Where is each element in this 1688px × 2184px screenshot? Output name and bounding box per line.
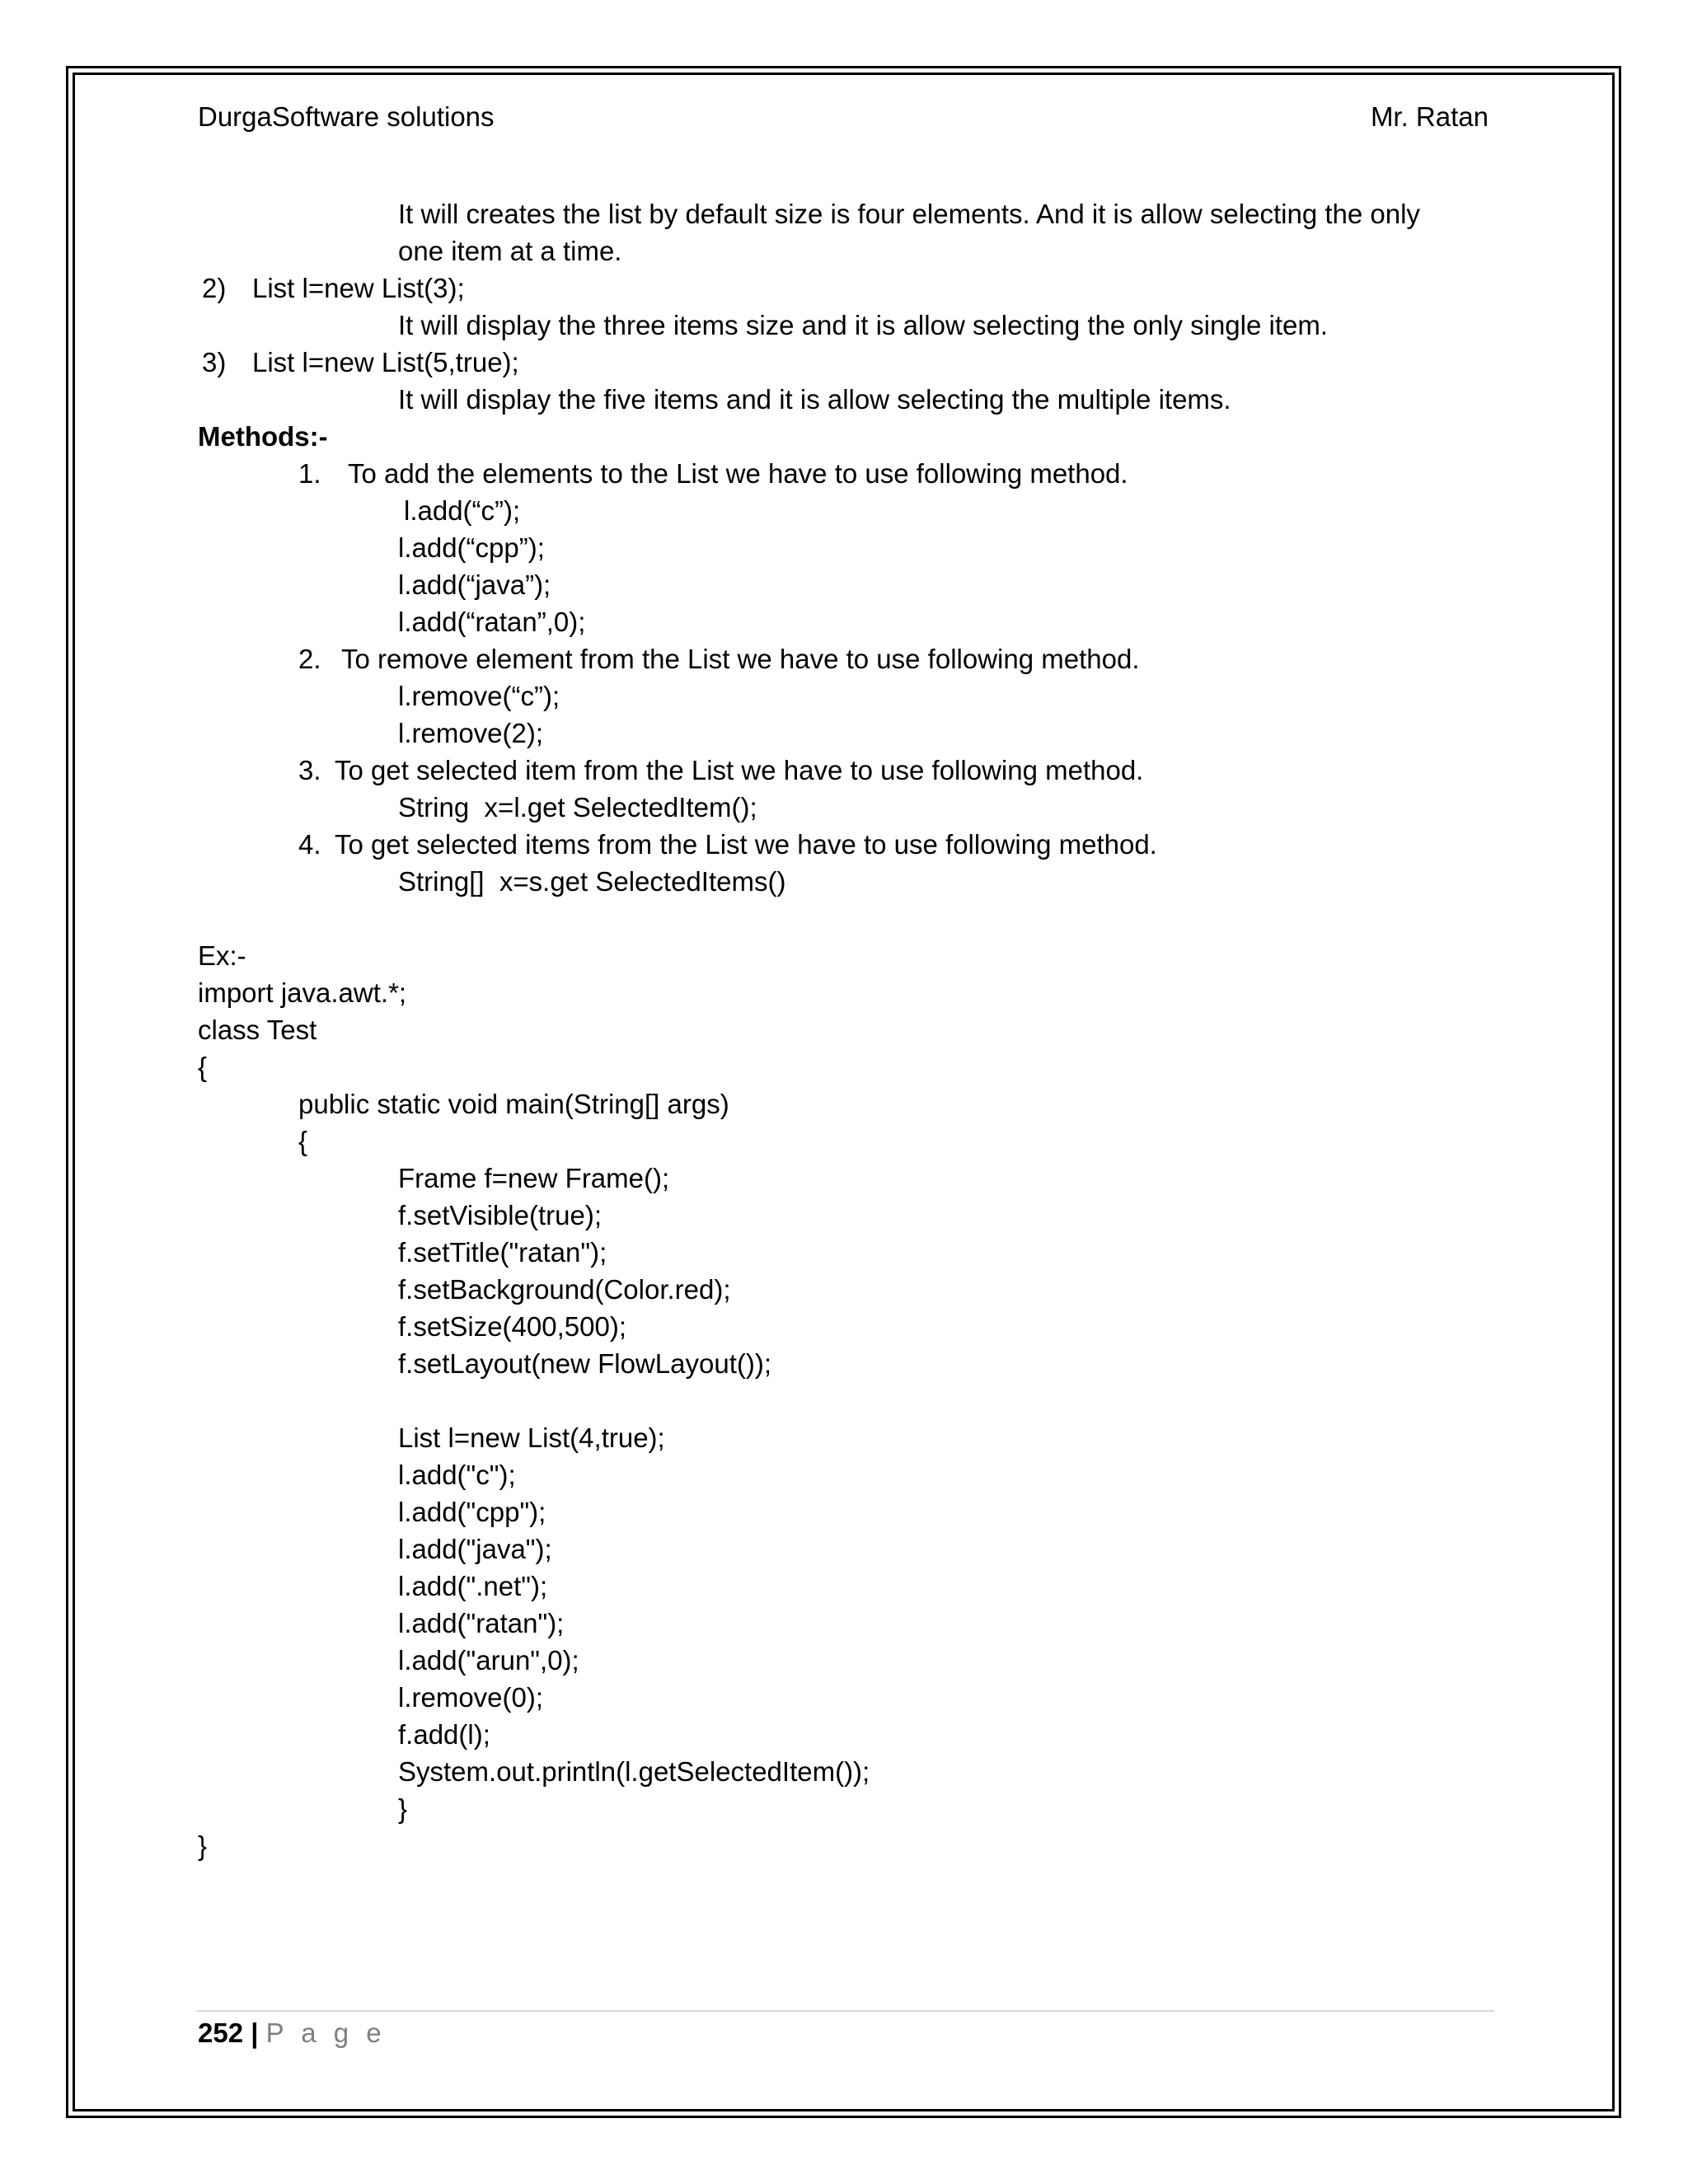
- constructor-2-code: List l=new List(3);: [252, 273, 465, 303]
- code-line: f.add(l);: [398, 1719, 490, 1750]
- constructor-3-number: 3): [202, 347, 227, 377]
- method-2-text: To remove element from the List we have to use following method.: [341, 644, 1140, 674]
- method-2-number: 2.: [298, 644, 321, 674]
- page-number: 252: [198, 2018, 244, 2048]
- method-4-text: To get selected items from the List we have to use following method.: [335, 829, 1157, 860]
- intro-line-1: It will creates the list by default size is four elements. And it is allow selecting the only: [398, 199, 1420, 229]
- method-1-code-line: l.add(“java”);: [398, 569, 551, 600]
- method-4-code: String[] x=s.get SelectedItems(): [398, 866, 786, 897]
- code-line: l.add("java");: [398, 1534, 552, 1564]
- header-company: DurgaSoftware solutions: [198, 101, 495, 132]
- code-line: l.remove(0);: [398, 1682, 544, 1713]
- code-line: }: [398, 1793, 408, 1824]
- method-1-number: 1.: [298, 458, 321, 489]
- code-line: l.add(".net");: [398, 1571, 548, 1601]
- constructor-3-description: It will display the five items and it is allow selecting the multiple items.: [398, 384, 1231, 415]
- code-line: f.setLayout(new FlowLayout());: [398, 1348, 772, 1379]
- code-line: List l=new List(4,true);: [398, 1422, 665, 1453]
- method-1-text: To add the elements to the List we have to use following method.: [348, 458, 1128, 489]
- constructor-2-description: It will display the three items size and it is allow selecting the only single item.: [398, 310, 1329, 340]
- method-2-code-line: l.remove(2);: [398, 718, 544, 748]
- method-1-code-line: l.add(“ratan”,0);: [398, 607, 586, 637]
- code-line: l.add("ratan");: [398, 1608, 565, 1638]
- code-line: import java.awt.*;: [198, 977, 407, 1008]
- code-line: l.add("arun",0);: [398, 1645, 579, 1675]
- header-author: Mr. Ratan: [1370, 101, 1489, 132]
- code-line: {: [298, 1126, 308, 1156]
- code-line: public static void main(String[] args): [298, 1089, 729, 1119]
- method-1-code-line: l.add(“c”);: [404, 495, 521, 526]
- code-line: System.out.println(l.getSelectedItem());: [398, 1756, 870, 1787]
- method-3-code: String x=l.get SelectedItem();: [398, 792, 757, 823]
- method-4-number: 4.: [298, 829, 321, 860]
- code-line: l.add("c");: [398, 1460, 516, 1490]
- code-line: }: [198, 1830, 208, 1861]
- code-line: f.setVisible(true);: [398, 1200, 602, 1230]
- code-line: Frame f=new Frame();: [398, 1163, 670, 1193]
- methods-heading: Methods:-: [198, 421, 328, 452]
- code-line: {: [198, 1052, 208, 1082]
- method-1-code-line: l.add(“cpp”);: [398, 532, 545, 563]
- method-3-number: 3.: [298, 755, 321, 785]
- method-2-code-line: l.remove(“c”);: [398, 681, 560, 711]
- code-line: f.setTitle("ratan");: [398, 1237, 607, 1268]
- code-line: f.setBackground(Color.red);: [398, 1274, 731, 1305]
- code-line: l.add("cpp");: [398, 1497, 546, 1527]
- intro-line-2: one item at a time.: [398, 236, 622, 266]
- code-line: class Test: [198, 1015, 317, 1045]
- example-label: Ex:-: [198, 940, 246, 971]
- page-separator: |: [251, 2018, 259, 2048]
- page-footer: [198, 2015, 387, 2051]
- page-word: P a g e: [265, 2018, 387, 2048]
- constructor-2-number: 2): [202, 273, 227, 303]
- footer-divider: [196, 2010, 1494, 2012]
- constructor-3-code: List l=new List(5,true);: [252, 347, 519, 377]
- method-3-text: To get selected item from the List we have to use following method.: [335, 755, 1144, 785]
- code-line: f.setSize(400,500);: [398, 1311, 626, 1342]
